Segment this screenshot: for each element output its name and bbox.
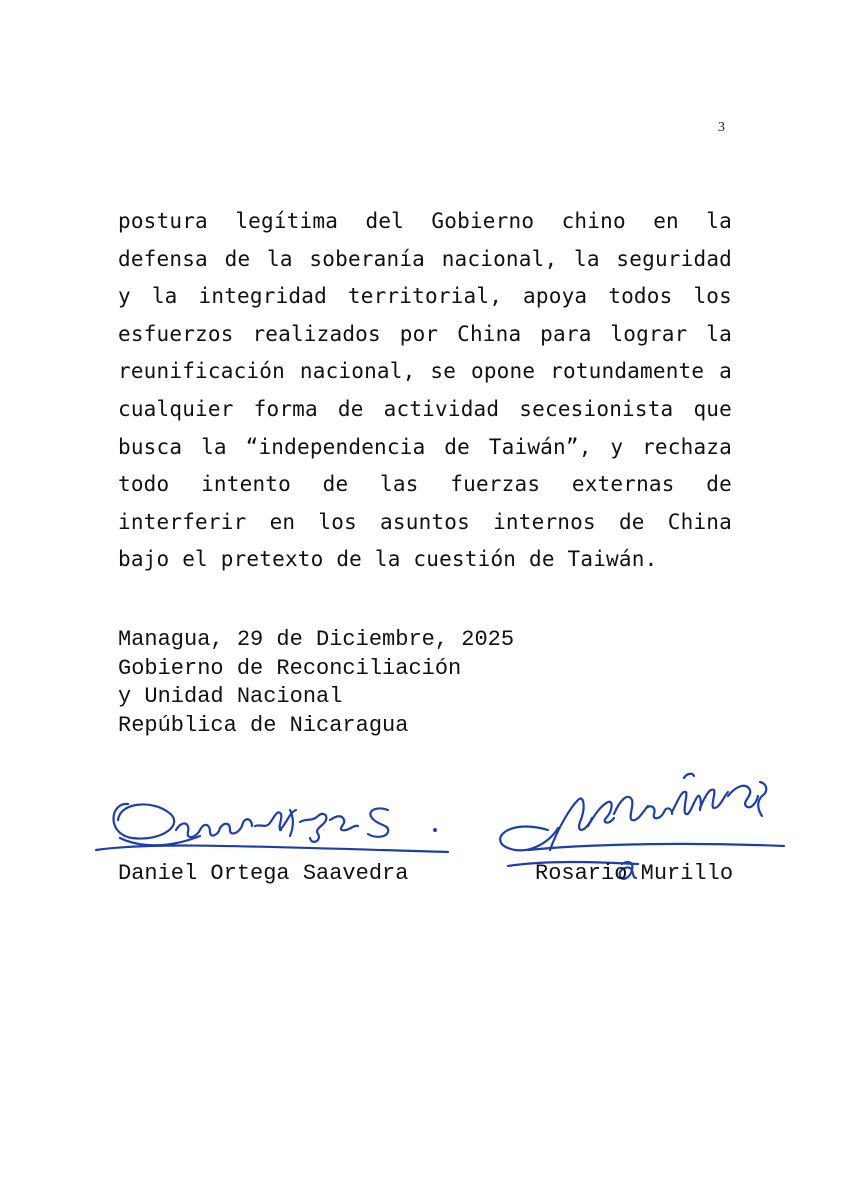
signatory-name-ortega: Daniel Ortega Saavedra bbox=[118, 861, 409, 886]
government-name-line1: Gobierno de Reconciliación bbox=[118, 655, 462, 681]
closing-block bbox=[118, 626, 514, 740]
body-paragraph: postura legítima del Gobierno chino en la defensa de la soberanía nacional, la seguridad y la integridad territorial, apoya todos los esfuerzos realizados por China para lograr la reunificación nacional, se opone rotundamente a cualquier forma de actividad secesionista que busca la “independencia de Taiwán”, y rechaza todo intento de las fuerzas externas de interferir en los asuntos internos de China bajo el pretexto de la cuestión de Taiwán. bbox=[118, 209, 732, 572]
signature-ortega bbox=[90, 790, 460, 862]
place-date: Managua, 29 de Diciembre, 2025 bbox=[118, 627, 515, 652]
country-name: República de Nicaragua bbox=[118, 712, 409, 738]
page-number: 3 bbox=[718, 120, 725, 135]
signatory-name-murillo: Rosario Murillo bbox=[535, 861, 734, 886]
government-name-line2: y Unidad Nacional bbox=[118, 684, 343, 709]
